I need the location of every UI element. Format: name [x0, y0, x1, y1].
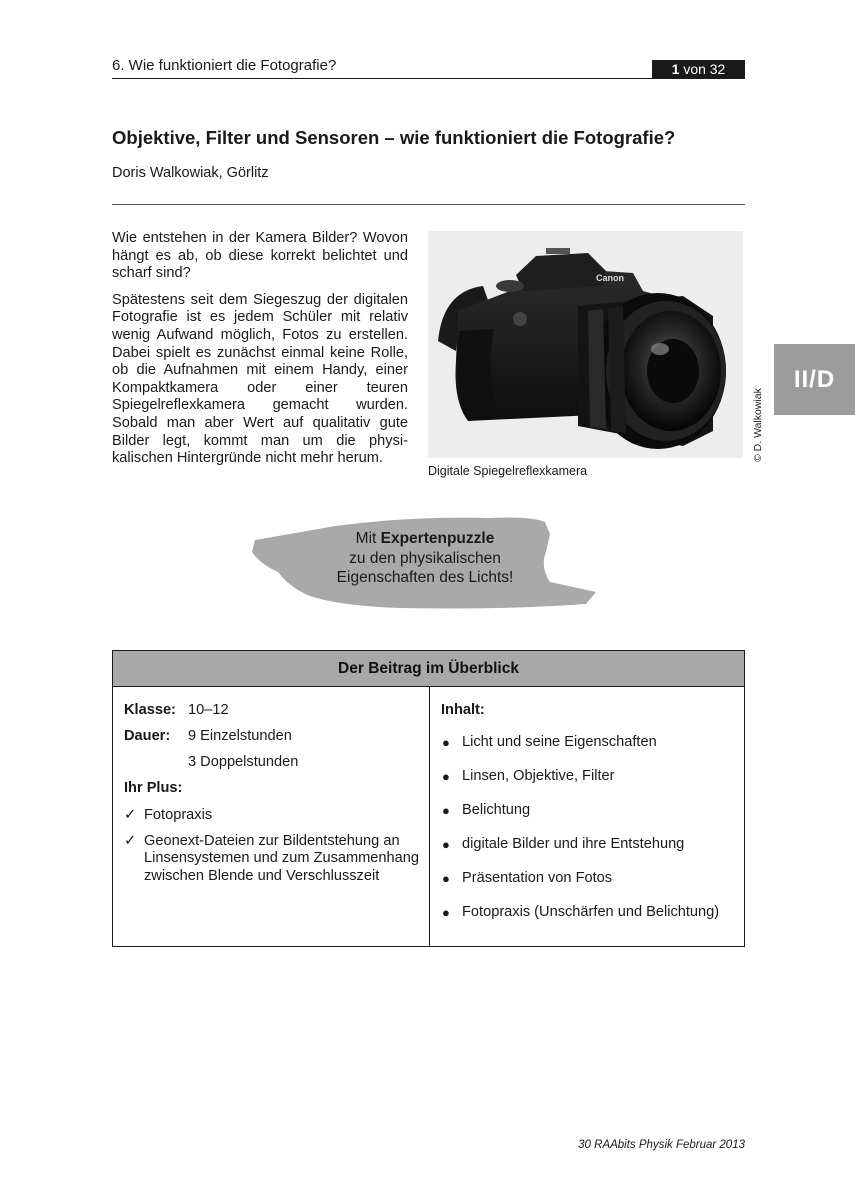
page-total: von 32: [683, 61, 726, 77]
header-divider: [112, 78, 745, 79]
banner-line-3: Eigenschaften des Lichts!: [336, 569, 514, 586]
banner-emphasis: Expertenpuzzle: [380, 530, 495, 547]
klasse-row: [124, 701, 420, 719]
bullet-icon: ●: [442, 769, 450, 784]
photo-credit: © D. Walkowiak: [752, 388, 764, 462]
article-author: Doris Walkowiak, Görlitz: [112, 165, 269, 181]
inhalt-item: [441, 802, 736, 820]
banner-line-2: zu den physikalischen: [349, 549, 501, 567]
checkmark-icon: ✓: [124, 832, 137, 849]
intro-paragraph-1: Wie entstehen in der Kamera Bilder? Wovon hängt es ab, ob diese korrekt belichtet und scharf sind?: [112, 230, 408, 282]
page-indicator: [652, 60, 745, 79]
footer-publication: 30 RAAbits Physik Februar 2013: [578, 1139, 745, 1151]
banner-text: [300, 529, 550, 588]
klasse-value: 10–12: [188, 702, 229, 718]
inhalt-item: [441, 904, 736, 922]
intro-text: [112, 230, 408, 477]
overview-left-column: [124, 701, 420, 893]
inhalt-item-text: Fotopraxis (Unschärfen und Belichtung): [462, 904, 720, 920]
overview-box: [112, 650, 745, 947]
inhalt-item: [441, 768, 736, 786]
inhalt-item-text: Belichtung: [462, 802, 531, 818]
inhalt-item-text: Präsentation von Fotos: [462, 870, 613, 886]
banner-line-1: [300, 529, 550, 549]
intro-paragraph-2: Spätestens seit dem Siegeszug der digitalen Fotografie ist es jedem Schüler mit relativ wenig Aufwand möglich, Fotos zu erstellen. Dabei spielt es zunächst einmal keine Rolle, ob die Aufnahmen mit einem Handy, einer Kompaktkamera oder einer teuren Spiegelreflexkamera gemacht wurden. Sobald man aber Wert auf qualitativ gute Bilder legt, kommt man um die physikalischen Hintergründe nicht mehr herum.: [112, 291, 408, 467]
camera-brand: Canon: [596, 273, 624, 283]
page-number: 1: [671, 61, 680, 77]
bullet-icon: ●: [442, 837, 450, 852]
inhalt-item-text: Licht und seine Eigenschaften: [462, 734, 657, 750]
inhalt-item: [441, 836, 736, 854]
klasse-label: Klasse:: [124, 702, 176, 718]
bullet-icon: ●: [442, 871, 450, 886]
inhalt-item: [441, 870, 736, 888]
banner-prefix: Mit: [355, 530, 381, 547]
overview-heading: Der Beitrag im Überblick: [113, 651, 744, 687]
plus-item: [124, 807, 420, 825]
photo-caption: Digitale Spiegelreflexkamera: [428, 464, 588, 478]
camera-illustration: [428, 231, 743, 458]
dauer-value-1: 9 Einzelstunden: [188, 728, 292, 744]
chapter-title: 6. Wie funktioniert die Fotografie?: [112, 57, 337, 74]
plus-item-text: Geonext-Dateien zur Bildentstehung an Linsensystemen und zum Zusammenhang zwischen Blende und Verschlusszeit: [144, 832, 419, 884]
bullet-icon: ●: [442, 735, 450, 750]
plus-item: [124, 833, 420, 886]
plus-item-text: Fotopraxis: [144, 807, 213, 823]
plus-label: Ihr Plus:: [124, 780, 183, 796]
column-divider: [429, 687, 430, 946]
dauer-row: [124, 727, 420, 745]
checkmark-icon: ✓: [124, 807, 137, 823]
bullet-icon: ●: [442, 803, 450, 818]
inhalt-item-text: Linsen, Objektive, Filter: [462, 768, 615, 784]
article-title: Objektive, Filter und Sensoren – wie funktioniert die Fotografie?: [112, 127, 676, 148]
camera-photo: [428, 231, 743, 458]
overview-right-column: [441, 701, 736, 938]
section-tab: II/D: [774, 344, 855, 415]
inhalt-label: Inhalt:: [441, 702, 485, 718]
inhalt-item: [441, 734, 736, 752]
title-divider: [112, 204, 745, 205]
dauer-value-2: 3 Doppelstunden: [188, 754, 299, 770]
inhalt-item-text: digitale Bilder und ihre Entstehung: [462, 836, 685, 852]
dauer-label: Dauer:: [124, 728, 171, 744]
bullet-icon: ●: [442, 905, 450, 920]
